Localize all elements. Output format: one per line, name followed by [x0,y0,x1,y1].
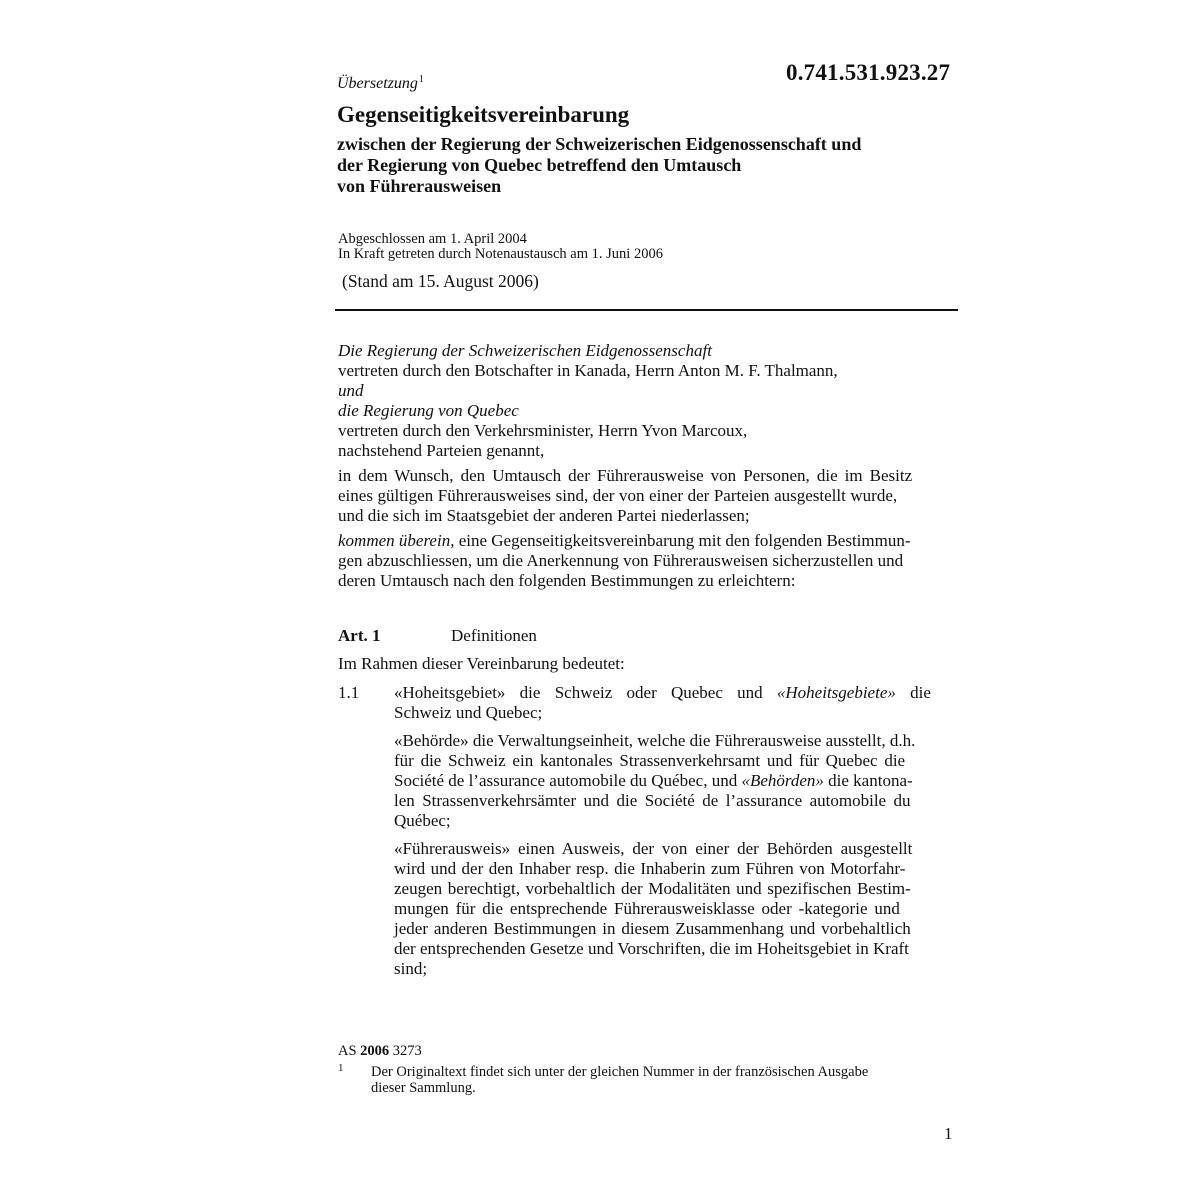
text-line: in dem Wunsch, den Umtausch der Führerausweise von Personen, die im Besitz [338,466,913,485]
text-line: gen abzuschliessen, um die Anerkennung von Führerausweisen sicherzustellen und [338,551,904,570]
footnote-ref-1[interactable]: 1 [418,74,424,85]
party-1: Die Regierung der Schweizerischen Eidgenossenschaft [338,341,712,360]
article-number: Art. 1 [338,626,381,645]
translation-label [337,74,424,93]
page-number: 1 [944,1124,953,1143]
subtitle-line: zwischen der Regierung der Schweizerischen Eidgenossenschaft und [337,134,862,154]
definitions [394,683,955,987]
item-number: 1.1 [338,683,360,702]
sr-number: 0.741.531.923.27 [786,60,951,85]
footnote-mark: 1 [338,1062,344,1074]
subtitle-line: von Führerausweisen [337,176,502,196]
concluded-date: Abgeschlossen am 1. April 2004 [338,231,527,247]
in-force-date: In Kraft getreten durch Notenaustausch am 1. Juni 2006 [338,246,663,262]
definition-fuehrerausweis: «Führerausweis» einen Ausweis, der von einer der Behörden ausgestellt wird und der den Inhaber resp. die Inhaberin zum Führen von Motorfahr- zeugen berechtigt, vorbehaltlich der Modalitäten und spezifischen Bestim- mungen für die entsprechende Führerausweisklasse oder -kategorie und jeder anderen Bestimmungen in diesem Zusammenhang und vorbehaltlich der entsprechenden Gesetze und Vorschriften, die im Hoheitsgebiet in Kraft sind; [394,839,913,978]
page-title: Gegenseitigkeitsvereinbarung [337,102,630,127]
conjunction: und [338,381,364,400]
text-line: eine Gegenseitigkeitsvereinbarung mit den folgenden Bestimmun- [454,531,911,550]
article-intro: Im Rahmen dieser Vereinbarung bedeutet: [338,654,625,673]
party-2: die Regierung von Quebec [338,401,519,420]
official-collection-reference: AS 2006 3273 [338,1043,422,1059]
text-line: und die sich im Staatsgebiet der anderen Partei niederlassen; [338,506,750,525]
article-title: Definitionen [451,626,537,645]
agree-phrase: kommen überein, [338,531,455,550]
status-date: (Stand am 15. August 2006) [342,271,539,291]
footnote-text: Der Originaltext findet sich unter der gleichen Nummer in der französischen Ausgabe dieser Sammlung. [371,1064,869,1096]
translation-label-text: Übersetzung [337,75,418,92]
party-2-representative: vertreten durch den Verkehrsminister, Herrn Yvon Marcoux, [338,421,748,440]
agree-paragraph [338,531,955,591]
parties-named: nachstehend Parteien genannt, [338,441,545,460]
definition-behoerde: «Behörde» die Verwaltungseinheit, welche die Führerausweise ausstellt, d.h. für die Schweiz ein kantonales Strassenverkehrsamt und für Quebec die Société de l’assurance automobile du Québec, und «Behörden» die kantona- len Strassenverkehrsämter und die Société de l’assurance automobile du Québec; [394,731,916,830]
wish-paragraph [338,466,955,526]
article-heading [338,626,537,646]
party-1-representative: vertreten durch den Botschafter in Kanada, Herrn Anton M. F. Thalmann, [338,361,838,380]
subtitle-line: der Regierung von Quebec betreffend den Umtausch [337,155,742,175]
definition-hoheitsgebiet: «Hoheitsgebiet» die Schweiz oder Quebec und «Hoheitsgebiete» die Schweiz und Quebec; [394,683,931,722]
subtitle [337,134,957,197]
title-divider [335,309,958,311]
text-line: eines gültigen Führerausweises sind, der von einer der Parteien ausgestellt wurde, [338,486,898,505]
text-line: deren Umtausch nach den folgenden Bestimmungen zu erleichtern: [338,571,796,590]
preamble [338,341,955,591]
conclusion-info [338,232,663,262]
